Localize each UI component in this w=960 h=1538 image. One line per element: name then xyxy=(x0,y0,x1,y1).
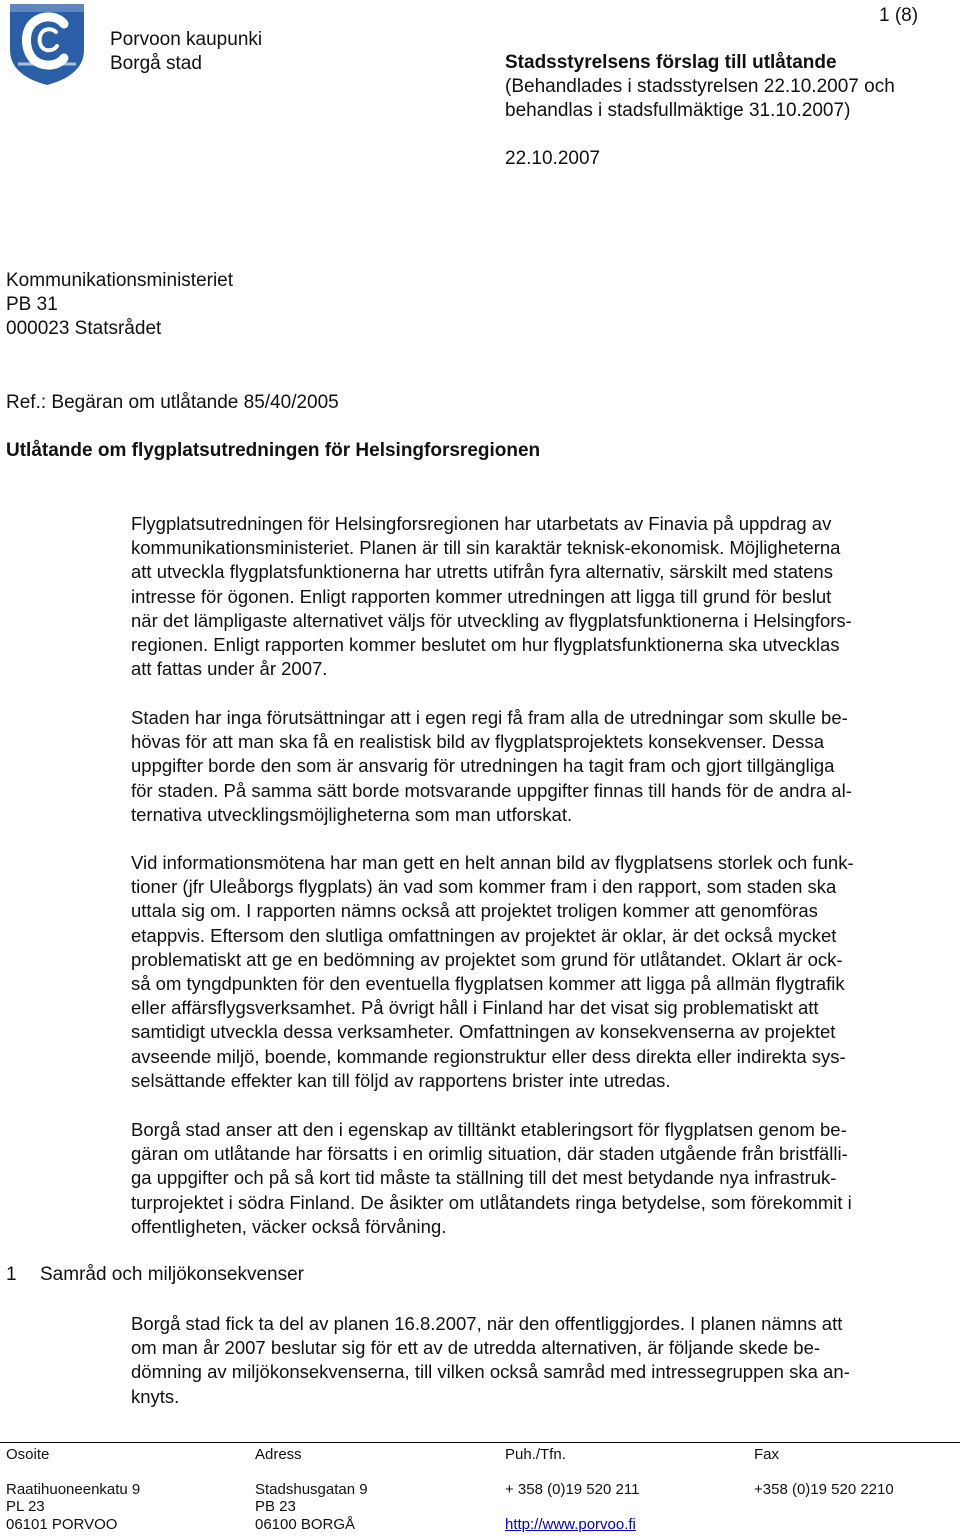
paragraph-line: att fattas under år 2007. xyxy=(131,658,328,680)
paragraph-line: dömning av miljökonsekvenserna, till vilken också samråd med intressegruppen ska an- xyxy=(131,1361,850,1383)
footer-postal-fi: 06101 PORVOO xyxy=(6,1516,118,1533)
porvoo-coat-of-arms-logo xyxy=(6,2,88,86)
recipient-po-box: PB 31 xyxy=(6,294,58,315)
footer-phone-label: Puh./Tfn. xyxy=(505,1446,566,1463)
footer-adress-label: Adress xyxy=(255,1446,302,1463)
footer-address-label: Osoite xyxy=(6,1446,50,1463)
paragraph-line: intresse för ögonen. Enligt rapporten kommer utredningen att ligga till grund för beslut xyxy=(131,585,832,607)
footer-fax-number: +358 (0)19 520 2210 xyxy=(754,1481,894,1498)
paragraph-line: ga uppgifter och på så kort tid måste ta ställning till det mest betydande nya infrastruk- xyxy=(131,1167,837,1189)
footer-phone-number: + 358 (0)19 520 211 xyxy=(505,1481,640,1498)
paragraph-line: etappvis. Eftersom den slutliga omfattningen av projektet är oklar, är det också mycket xyxy=(131,924,837,946)
reference-line: Ref.: Begäran om utlåtande 85/40/2005 xyxy=(6,392,339,413)
page-number: 1 (8) xyxy=(879,5,919,26)
footer-fax-label: Fax xyxy=(754,1446,780,1463)
paragraph-line: offentligheten, väcker också förvåning. xyxy=(131,1215,447,1237)
document-subtitle-line-2: behandlas i stadsfullmäktige 31.10.2007) xyxy=(505,100,851,121)
paragraph-line: om man år 2007 beslutar sig för ett av de utredda alternativen, är följande skede be- xyxy=(131,1337,821,1359)
footer-street-fi: Raatihuoneenkatu 9 xyxy=(6,1481,141,1498)
paragraph-line: så om tyngdpunkten för den eventuella flygplatsen kommer att ligga på allmän flygtrafik xyxy=(131,973,845,995)
body-paragraph-3 xyxy=(131,851,957,1093)
body-paragraph-1 xyxy=(131,512,957,681)
paragraph-line: problematiskt att ge en bedömning av projektet som grund för utlåtandet. Oklart är ock- xyxy=(131,948,843,970)
body-paragraph-4 xyxy=(131,1118,957,1239)
paragraph-line: turprojektet i södra Finland. De åsikter om utlåtandets ringa betydelse, som förekommit i xyxy=(131,1191,852,1213)
subject-heading: Utlåtande om flygplatsutredningen för Helsingforsregionen xyxy=(6,440,541,461)
paragraph-line: gäran om utlåtande har försatts i en orimlig situation, där staden utgående från bristfälli- xyxy=(131,1143,848,1165)
paragraph-line: att utveckla flygplatsfunktionerna har utretts utifrån fyra alternativ, särskilt med statens xyxy=(131,561,833,583)
paragraph-line: avseende miljö, boende, kommande regionstruktur eller dess direkta eller indirekta sys- xyxy=(131,1045,846,1067)
body-paragraph-2 xyxy=(131,706,957,827)
paragraph-line: eller affärsflygsverksamhet. På övrigt håll i Finland har det visat sig problematiskt att xyxy=(131,997,819,1019)
body-paragraph-5 xyxy=(131,1312,957,1409)
paragraph-line: hövas för att man ska få en realistisk bild av flygplatsprojektets konsekvenser. Dessa xyxy=(131,731,825,753)
section-title: Samråd och miljökonsekvenser xyxy=(40,1264,305,1285)
paragraph-line: uttala sig om. I rapporten nämns också att projektet troligen kommer att genomföras xyxy=(131,900,818,922)
paragraph-line: Flygplatsutredningen för Helsingforsregionen har utarbetats av Finavia på uppdrag av xyxy=(131,513,832,534)
footer-pobox-sv: PB 23 xyxy=(255,1498,296,1515)
paragraph-line: kommunikationsministeriet. Planen är till sin karaktär teknisk-ekonomisk. Möjligheterna xyxy=(131,537,841,559)
section-number: 1 xyxy=(6,1264,17,1285)
paragraph-line: Borgå stad fick ta del av planen 16.8.2007, när den offentliggjordes. I planen nämns att xyxy=(131,1313,843,1334)
paragraph-line: selsättande effekter kan till följd av rapportens brister inte utredas. xyxy=(131,1069,671,1091)
footer-postal-sv: 06100 BORGÅ xyxy=(255,1516,356,1533)
paragraph-line: när det lämpligaste alternativet väljs för utveckling av flygplatsfunktionerna i Helsingfors- xyxy=(131,609,852,631)
document-subtitle-line-1: (Behandlades i stadsstyrelsen 22.10.2007 och xyxy=(505,76,895,97)
paragraph-line: uppgifter borde den som är ansvarig för utredningen ha tagit fram och gjort tillgängliga xyxy=(131,755,835,777)
document-date: 22.10.2007 xyxy=(505,148,601,169)
recipient-postal: 000023 Statsrådet xyxy=(6,318,162,339)
recipient-name: Kommunikationsministeriet xyxy=(6,270,234,291)
paragraph-line: för staden. På samma sätt borde motsvarande uppgifter finnas till hands för de andra al- xyxy=(131,779,852,801)
paragraph-line: Staden har inga förutsättningar att i egen regi få fram alla de utredningar som skulle be- xyxy=(131,707,848,728)
footer-divider xyxy=(0,1442,960,1443)
footer-website-link[interactable]: http://www.porvoo.fi xyxy=(505,1516,636,1533)
paragraph-line: Vid informationsmötena har man gett en helt annan bild av flygplatsens storlek och funk- xyxy=(131,852,854,873)
footer-street-sv: Stadshusgatan 9 xyxy=(255,1481,368,1498)
paragraph-line: ternativa utvecklingsmöjligheterna som man utforskat. xyxy=(131,803,573,825)
document-title: Stadsstyrelsens förslag till utlåtande xyxy=(505,52,837,73)
org-name-swedish: Borgå stad xyxy=(110,53,202,74)
org-name-finnish: Porvoon kaupunki xyxy=(110,29,263,50)
footer-pobox-fi: PL 23 xyxy=(6,1498,45,1515)
paragraph-line: tioner (jfr Uleåborgs flygplats) än vad som kommer fram i den rapport, som staden ska xyxy=(131,876,837,898)
paragraph-line: regionen. Enligt rapporten kommer beslutet om hur flygplatsfunktionerna ska utvecklas xyxy=(131,634,840,656)
paragraph-line: samtidigt utveckla dessa verksamheter. Omfattningen av konsekvenserna av projektet xyxy=(131,1021,836,1043)
paragraph-line: knyts. xyxy=(131,1385,180,1407)
paragraph-line: Borgå stad anser att den i egenskap av tilltänkt etableringsort för flygplatsen genom be- xyxy=(131,1119,847,1140)
